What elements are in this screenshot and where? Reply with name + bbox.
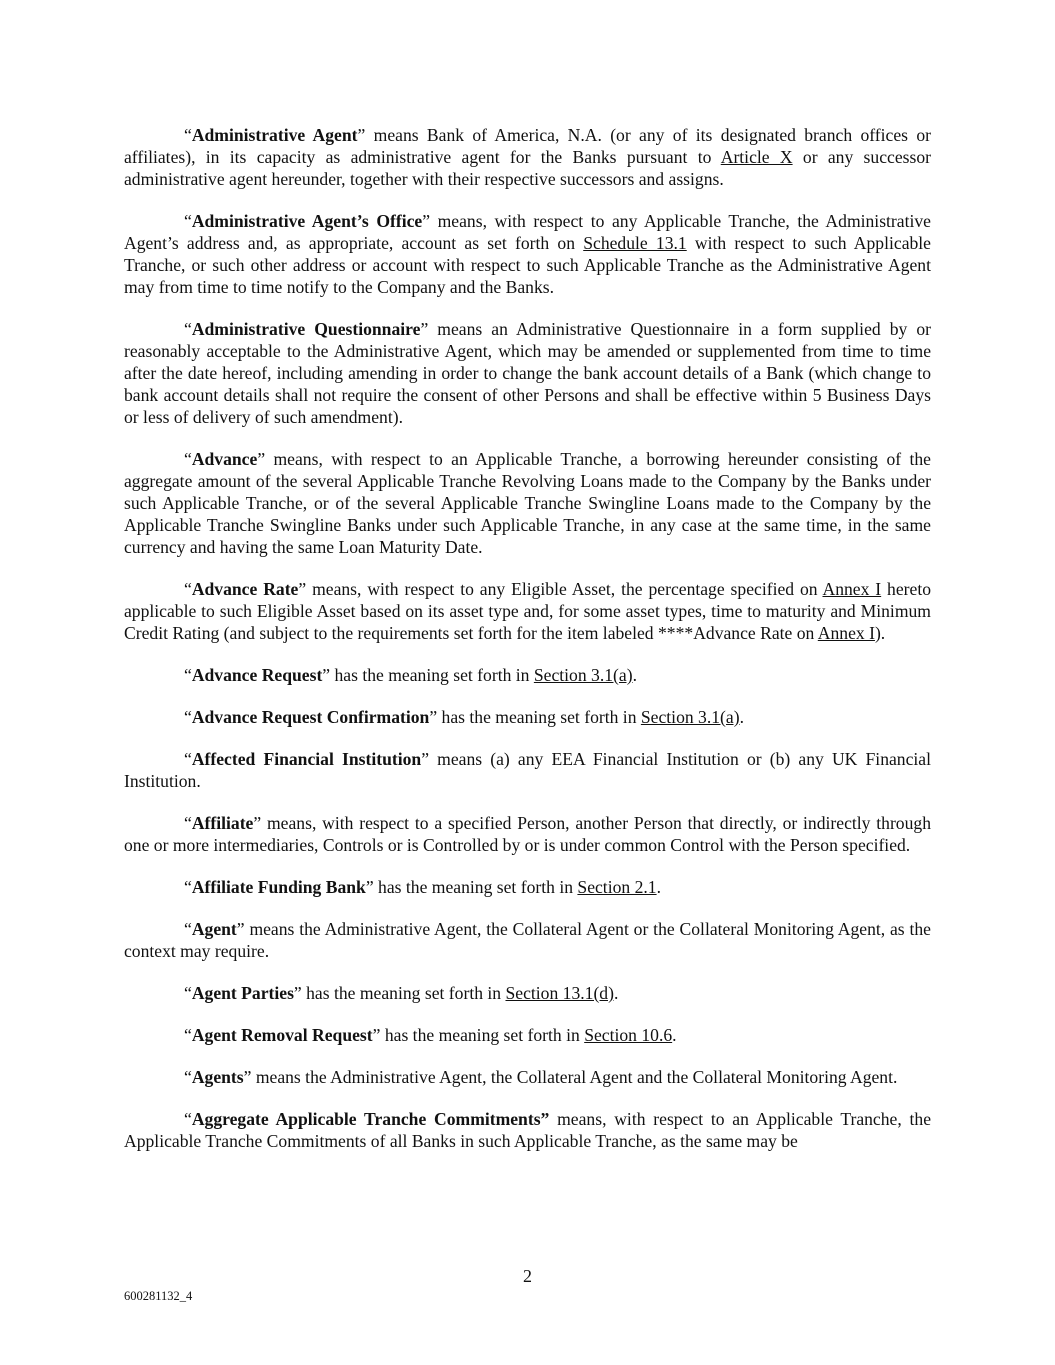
definition-administrative-agents-office: “Administrative Agent’s Office” means, with respect to any Applicable Tranche, the Administrative Agent’s address and, as appropriate, account as set forth on Schedule 13.1 with respect to such Applicable Tranche, or such other address or account with respect to such Applicable Tranche as the Administrative Agent may from time to time notify to the Company and the Banks. xyxy=(124,211,931,297)
document-page xyxy=(124,124,931,1172)
cross-reference-link[interactable]: Section 13.1(d) xyxy=(505,983,614,1003)
defined-term: Administrative Agent xyxy=(191,125,358,145)
definition-affected-financial-institution: “Affected Financial Institution” means (a) any EEA Financial Institution or (b) any UK Financial Institution. xyxy=(124,749,931,791)
defined-term: Advance Rate xyxy=(191,579,299,599)
defined-term: Administrative Questionnaire xyxy=(191,319,421,339)
defined-term: Agents xyxy=(191,1067,244,1087)
defined-term: Advance xyxy=(191,449,258,469)
definition-advance-rate: “Advance Rate” means, with respect to any Eligible Asset, the percentage specified on Annex I hereto applicable to such Eligible Asset based on its asset type and, for some asset types, time to maturity and Minimum Credit Rating (and subject to the requirements set forth for the item labeled ****Advance Rate on Annex I). xyxy=(124,579,932,643)
cross-reference-link[interactable]: Section 2.1 xyxy=(577,877,657,897)
cross-reference-link[interactable]: Schedule 13.1 xyxy=(583,233,687,253)
defined-term: Agent Removal Request xyxy=(191,1025,373,1045)
cross-reference-link[interactable]: Section 10.6 xyxy=(584,1025,673,1045)
defined-term: Administrative Agent’s Office xyxy=(191,211,423,231)
document-id: 600281132_4 xyxy=(124,1289,193,1303)
defined-term: Affected Financial Institution xyxy=(191,749,422,769)
definition-advance-request: “Advance Request” has the meaning set forth in Section 3.1(a). xyxy=(184,665,637,685)
cross-reference-link[interactable]: Section 3.1(a) xyxy=(533,665,633,685)
defined-term: Agent Parties xyxy=(191,983,294,1003)
defined-term: Affiliate Funding Bank xyxy=(191,877,366,897)
definition-advance: “Advance” means, with respect to an Applicable Tranche, a borrowing hereunder consisting of the aggregate amount of the several Applicable Tranche Revolving Loans made to the Company by the Banks under such Applicable Tranche, or of the several Applicable Tranche Swingline Loans made to the Company by the Applicable Tranche Swingline Banks under such Applicable Tranche, in any case at the same time, in the same currency and having the same Loan Maturity Date. xyxy=(124,449,931,557)
defined-term: Agent xyxy=(191,919,237,939)
cross-reference-link[interactable]: Article X xyxy=(720,147,793,167)
defined-term: Advance Request Confirmation xyxy=(191,707,430,727)
definition-agent-removal-request: “Agent Removal Request” has the meaning set forth in Section 10.6. xyxy=(184,1025,677,1045)
definition-administrative-questionnaire: “Administrative Questionnaire” means an Administrative Questionnaire in a form supplied by or reasonably acceptable to the Administrative Agent, which may be amended or supplemented from time to time after the date hereof, including amending in order to change the bank account details of a Bank (which change to bank account details shall not require the consent of other Persons and shall be effective within 5 Business Days or less of delivery of such amendment). xyxy=(124,319,931,427)
cross-reference-link[interactable]: Annex I xyxy=(817,623,875,643)
definition-agent: “Agent” means the Administrative Agent, the Collateral Agent or the Collateral Monitoring Agent, as the context may require. xyxy=(124,919,931,961)
cross-reference-link[interactable]: Section 3.1(a) xyxy=(640,707,740,727)
definition-administrative-agent: “Administrative Agent” means Bank of America, N.A. (or any of its designated branch offices or affiliates), in its capacity as administrative agent for the Banks pursuant to Article X or any successor administrative agent hereunder, together with their respective successors and assigns. xyxy=(124,125,931,189)
definition-aggregate-applicable-tranche-commitments: “Aggregate Applicable Tranche Commitments” means, with respect to an Applicable Tranche, the Applicable Tranche Commitments of all Banks in such Applicable Tranche, as the same may be xyxy=(124,1109,931,1151)
defined-term: Affiliate xyxy=(191,813,254,833)
definition-affiliate: “Affiliate” means, with respect to a specified Person, another Person that directly, or indirectly through one or more intermediaries, Controls or is Controlled by or is under common Control with the Person specified. xyxy=(124,813,931,855)
page-number: 2 xyxy=(523,1266,532,1286)
cross-reference-link[interactable]: Annex I xyxy=(822,579,882,599)
definition-affiliate-funding-bank: “Affiliate Funding Bank” has the meaning set forth in Section 2.1. xyxy=(184,877,661,897)
definition-agents: “Agents” means the Administrative Agent, the Collateral Agent and the Collateral Monitoring Agent. xyxy=(184,1067,898,1087)
definition-advance-request-confirmation: “Advance Request Confirmation” has the meaning set forth in Section 3.1(a). xyxy=(184,707,744,727)
defined-term: Advance Request xyxy=(191,665,323,685)
defined-term: Aggregate Applicable Tranche Commitments” xyxy=(191,1109,550,1129)
definition-agent-parties: “Agent Parties” has the meaning set forth in Section 13.1(d). xyxy=(184,983,619,1003)
